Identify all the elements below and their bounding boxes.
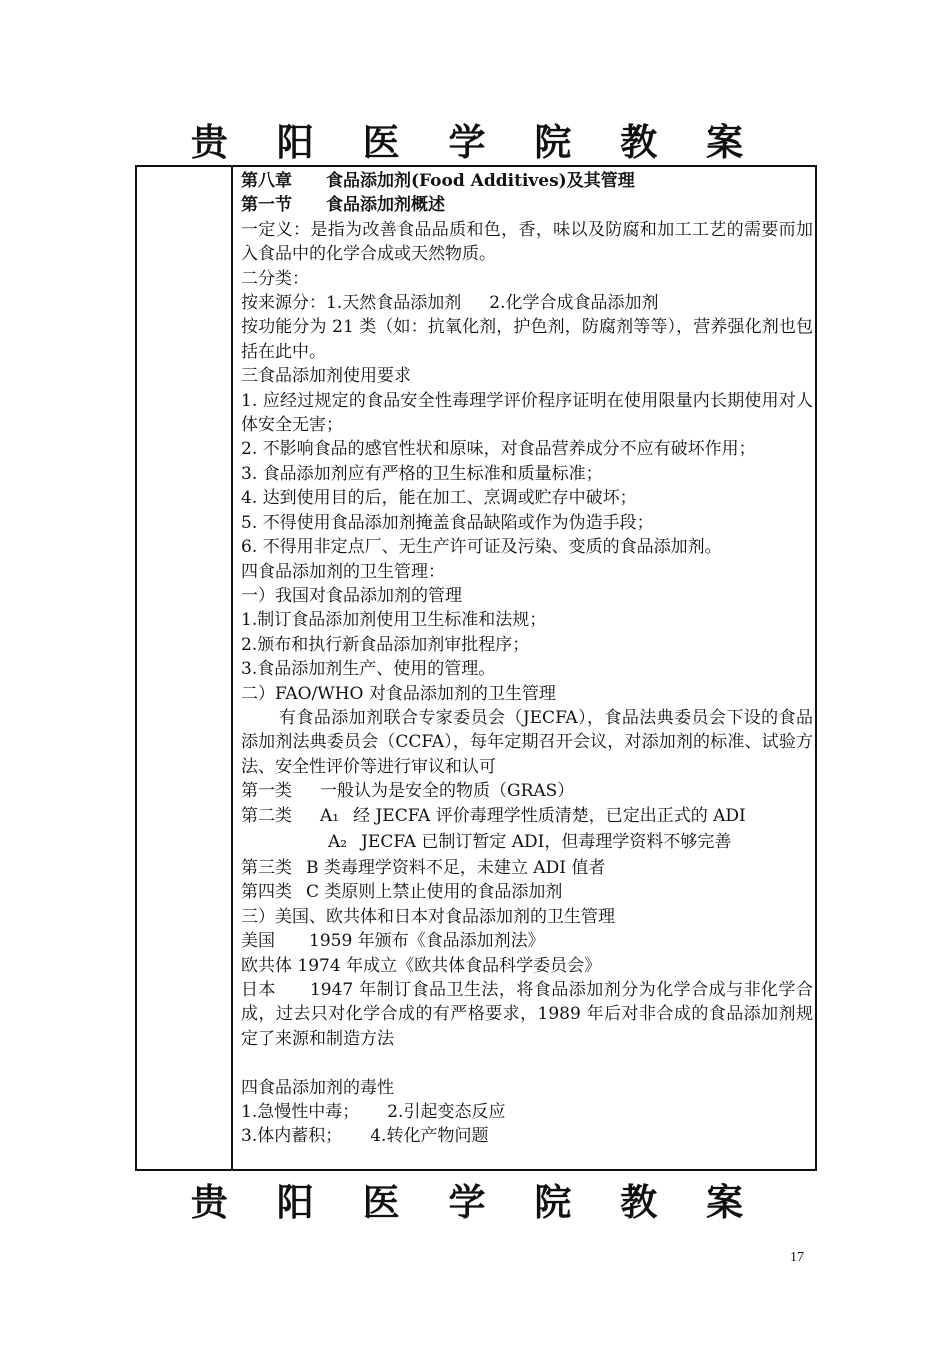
class-1-label: 第一类 xyxy=(241,781,292,802)
china-item: 3.食品添加剂生产、使用的管理。 xyxy=(241,659,496,680)
japan-text: 1947 年制订食品卫生法，将食品添加剂分为化学合成与非化学合成，过去只对化学合成的有严格要求，1989 年后对非合成的食品添加剂规定了来源和制造方法 xyxy=(241,980,813,1049)
toxicity-heading: 四食品添加剂的毒性 xyxy=(241,1077,394,1098)
toxicity-item: 4.转化产物问题 xyxy=(370,1126,489,1147)
hygiene-heading: 四食品添加剂的卫生管理： xyxy=(241,561,445,582)
definition-paragraph: 一定义：是指为改善食品品质和色，香，味以及防腐和加工工艺的需要而加入食品中的化学合成或天然物质。 xyxy=(241,219,813,265)
requirement-item: 2. 不影响食品的感官性状和原味，对食品营养成分不应有破坏作用； xyxy=(241,439,756,460)
toxicity-item: 3.体内蓄积； xyxy=(241,1126,343,1147)
class-2 xyxy=(241,804,813,828)
japan-paragraph xyxy=(241,978,813,1051)
china-item: 2.颁布和执行新食品添加剂审批程序； xyxy=(241,634,530,655)
section-label: 第一节 xyxy=(241,195,292,216)
requirement-item: 5. 不得使用食品添加剂掩盖食品缺陷或作为伪造手段； xyxy=(241,512,654,533)
toxicity-line-2 xyxy=(241,1124,813,1148)
class-2-a2-text: JECFA 已制订暂定 ADI，但毒理学资料不够完善 xyxy=(361,831,732,852)
class-4-label: 第四类 xyxy=(241,882,292,903)
section-heading xyxy=(241,193,813,217)
class-1-text: 一般认为是安全的物质（GRAS） xyxy=(320,781,575,802)
china-item: 1.制订食品添加剂使用卫生标准和法规； xyxy=(241,610,547,631)
class-2-a2: A₂ xyxy=(328,831,348,852)
class-2-a1: A₁ xyxy=(320,805,340,826)
class-2-a1-text: 经 JECFA 评价毒理学性质清楚，已定出正式的 ADI xyxy=(353,805,746,826)
class-2-label: 第二类 xyxy=(241,805,292,826)
class-3-label: 第三类 xyxy=(241,857,292,878)
classification-by-function: 按功能分为 21 类（如：抗氧化剂，护色剂，防腐剂等等），营养强化剂也包括在此中。 xyxy=(241,317,813,362)
left-column xyxy=(137,167,233,1169)
page-header: 贵 阳 医 学 院 教 案 xyxy=(190,120,762,164)
requirement-item: 6. 不得用非定点厂、无生产许可证及污染、变质的食品添加剂。 xyxy=(241,537,722,558)
class-3 xyxy=(241,856,813,880)
lesson-plan-table xyxy=(135,165,817,1171)
requirements-heading: 三食品添加剂使用要求 xyxy=(241,366,411,387)
source-synthetic: 2.化学合成食品添加剂 xyxy=(489,293,659,314)
china-heading: 一）我国对食品添加剂的管理 xyxy=(241,585,462,606)
requirement-item: 1. 应经过规定的食品安全性毒理学评价程序证明在使用限量内长期使用对人体安全无害； xyxy=(241,390,813,436)
class-4-text: C 类原则上禁止使用的食品添加剂 xyxy=(306,882,563,903)
class-1 xyxy=(241,779,813,803)
spacer xyxy=(241,1051,813,1075)
classification-heading: 二分类： xyxy=(241,268,309,289)
page-number: 17 xyxy=(790,1250,804,1265)
chapter-label: 第八章 xyxy=(241,171,292,191)
usa-label: 美国 xyxy=(241,931,275,952)
fao-heading: 二）FAO/WHO 对食品添加剂的卫生管理 xyxy=(241,683,556,704)
fao-paragraph: 有食品添加剂联合专家委员会（JECFA），食品法典委员会下设的食品添加剂法典委员会（CCFA），每年定期召开会议，对添加剂的标准、试验方法、安全性评价等进行审议和认可 xyxy=(241,707,813,777)
toxicity-item: 1.急慢性中毒； xyxy=(241,1102,360,1123)
japan-label: 日本 xyxy=(241,980,276,1000)
usa-text: 1959 年颁布《食品添加剂法》 xyxy=(309,931,545,952)
intl-heading: 三）美国、欧共体和日本对食品添加剂的卫生管理 xyxy=(241,906,615,927)
eu-line: 欧共体 1974 年成立《欧共体食品科学委员会》 xyxy=(241,955,602,976)
requirement-item: 3. 食品添加剂应有严格的卫生标准和质量标准； xyxy=(241,463,603,484)
usa-line xyxy=(241,929,813,953)
source-natural: 按来源分：1.天然食品添加剂 xyxy=(241,293,462,314)
requirement-item: 4. 达到使用目的后，能在加工、烹调或贮存中破坏； xyxy=(241,488,637,509)
section-title: 食品添加剂概述 xyxy=(326,195,445,216)
lesson-content xyxy=(241,169,813,1149)
class-4 xyxy=(241,880,813,904)
page-footer-title: 贵 阳 医 学 院 教 案 xyxy=(190,1180,762,1224)
chapter-heading xyxy=(241,169,813,193)
class-3-text: B 类毒理学资料不足，未建立 ADI 值者 xyxy=(306,857,606,878)
classification-by-source xyxy=(241,291,813,315)
toxicity-line-1 xyxy=(241,1100,813,1124)
chapter-title: 食品添加剂(Food Additives)及其管理 xyxy=(326,171,635,191)
toxicity-item: 2.引起变态反应 xyxy=(387,1102,506,1123)
class-2-a2-line xyxy=(241,828,813,856)
